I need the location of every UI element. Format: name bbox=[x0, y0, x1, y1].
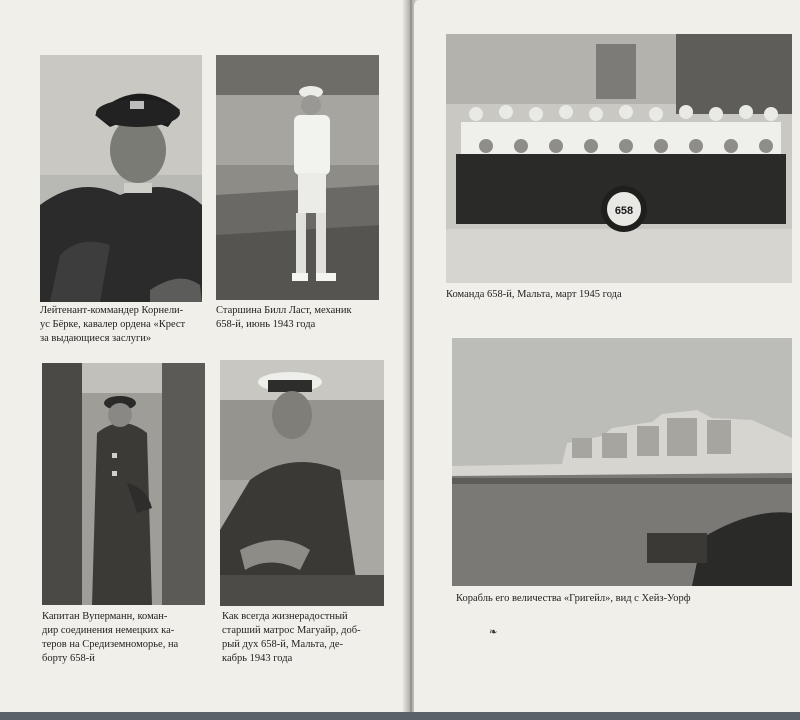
caption-officer-portrait: Лейтенант-коммандер Корнели- ус Бёрке, кавалер ордена «Крест за выдающиеся заслуги» bbox=[40, 305, 186, 344]
photo-sailor-on-deck bbox=[216, 55, 379, 300]
photo-harbour-view bbox=[452, 338, 792, 586]
caption-crew-group: Команда 658-й, Мальта, март 1945 года bbox=[446, 289, 622, 300]
caption-officer-doorway: Капитан Вуперманн, коман- дир соединения немецких ка- теров на Средиземноморье, на борту 658-й bbox=[42, 611, 179, 664]
caption-sailor-on-deck: Старшина Билл Ласт, механик 658-й, июнь 1943 года bbox=[216, 305, 352, 330]
right-page bbox=[414, 0, 800, 712]
photo-officer-portrait bbox=[40, 55, 202, 302]
photo-smiling-sailor bbox=[220, 360, 384, 606]
photo-crew-group bbox=[446, 34, 792, 283]
photo-officer-doorway bbox=[42, 363, 205, 605]
caption-harbour-view: Корабль его величества «Григейл», вид с Хейз-Уорф bbox=[456, 593, 691, 604]
page-ornament-mark: ❧ bbox=[489, 627, 498, 638]
life-ring-number: 658 bbox=[614, 205, 634, 217]
caption-smiling-sailor: Как всегда жизнерадостный старший матрос Магуайр, доб- рый дух 658-й, Мальта, де- кабрь 1943 года bbox=[222, 611, 361, 664]
